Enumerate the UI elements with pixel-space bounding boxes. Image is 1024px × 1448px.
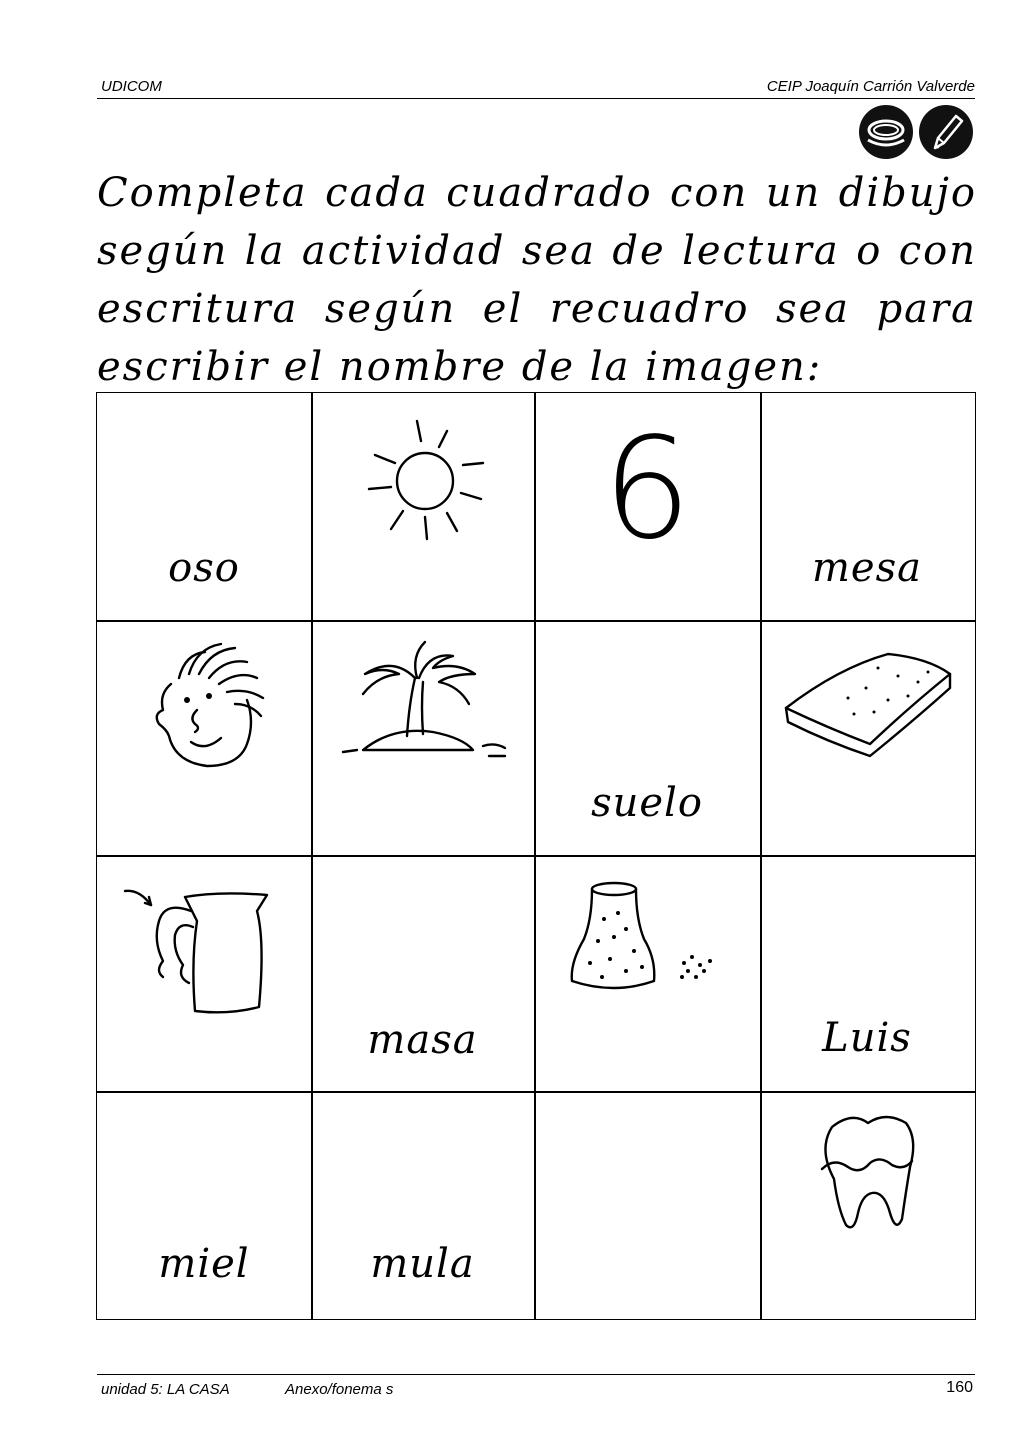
island-icon [333, 634, 513, 774]
grid-cell[interactable] [760, 855, 974, 1091]
grid-cell[interactable] [311, 1091, 534, 1319]
grid-cell[interactable] [760, 393, 974, 620]
tooth-icon [812, 1109, 922, 1239]
instructions-text: Completa cada cuadrado con un dibujo según la actividad sea de lectura o con escritura según el recuadro sea para escribir el nombre de la imagen: [97, 170, 977, 390]
eye-icon [859, 105, 913, 159]
grid-cell[interactable] [534, 620, 760, 855]
footer-annex: Anexo/fonema s [285, 1381, 394, 1398]
grid-cell[interactable] [311, 620, 534, 855]
grid-cell[interactable] [97, 855, 311, 1091]
cell-word: mesa [812, 545, 922, 591]
sun-icon [355, 413, 495, 543]
grid-cell[interactable] [534, 393, 760, 620]
activity-icons [858, 104, 976, 160]
grid-cell[interactable] [97, 1091, 311, 1319]
header-right-text: CEIP Joaquín Carrión Valverde [766, 78, 975, 95]
grid-cell[interactable] [97, 393, 311, 620]
grid-cell[interactable] [534, 855, 760, 1091]
face-icon [135, 634, 275, 774]
number-six-icon: 6 [602, 408, 692, 571]
activity-grid [96, 392, 976, 1320]
grid-cell[interactable] [97, 620, 311, 855]
grid-cell[interactable] [311, 855, 534, 1091]
cell-word: miel [158, 1241, 250, 1287]
cell-word: oso [168, 545, 240, 591]
salt-shaker-icon [564, 879, 734, 999]
cell-word: mula [370, 1241, 475, 1287]
jug-icon [119, 881, 279, 1021]
page-header [97, 76, 975, 99]
cell-word: suelo [591, 780, 703, 826]
cell-word: Luis [822, 1015, 912, 1061]
grid-cell[interactable] [760, 1091, 974, 1319]
header-left-text: UDICOM [101, 78, 162, 95]
pencil-icon [919, 105, 973, 159]
cell-word: masa [367, 1017, 478, 1063]
grid-cell[interactable] [311, 393, 534, 620]
bread-slice-icon [778, 648, 958, 758]
grid-cell[interactable] [534, 1091, 760, 1319]
page-footer [97, 1374, 975, 1398]
grid-cell[interactable] [760, 620, 974, 855]
page-number: 160 [946, 1379, 973, 1396]
footer-unit: unidad 5: LA CASA [101, 1381, 230, 1398]
